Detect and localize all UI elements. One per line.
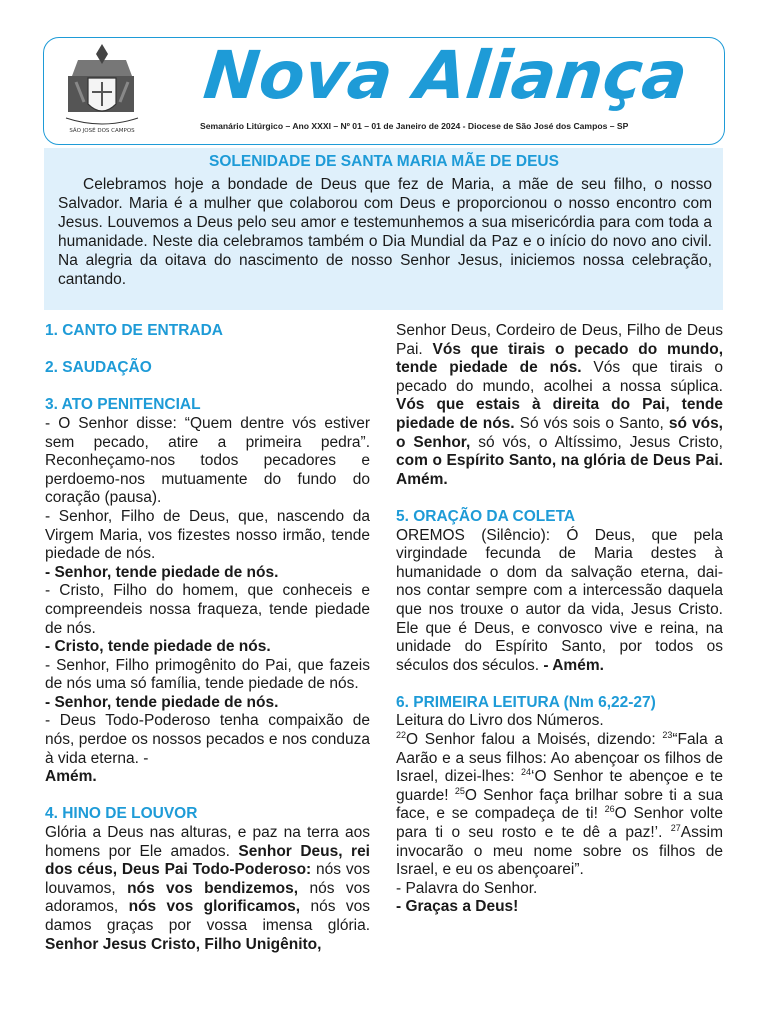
- reading-closing: - Palavra do Senhor.: [396, 879, 538, 897]
- section-heading: 5. ORAÇÃO DA COLETA: [396, 507, 576, 525]
- intro-text: Celebramos hoje a bondade de Deus que fez de Maria, a mãe de seu filho, o nosso Salvador. Maria é a mulher que colaborou com Deus e proporcionou o nosso encontro com Jesus. Louvemos a Deus pelo seu amor e testemunhemos a sua misericórdia para com toda a humanidade. Neste dia celebramos também o Dia Mundial da Paz e o início do novo ano civil. Na alegria da oitava do nascimento de nosso Senhor Jesus, iniciemos nossa celebração, cantando.: [58, 176, 712, 288]
- gloria-text-part2: Senhor Deus, Cordeiro de Deus, Filho de Deus Pai. Vós que tirais o pecado do mundo, tende piedade de nós. Vós que tirais o pecado do mundo, acolhei a nossa súplica. Vós que estais à direita do Pai, tende piedade de nós. Só vós sois o Santo, só vós, o Senhor, só vós, o Altíssimo, Jesus Cristo, com o Espírito Santo, na glória de Deus Pai. Amém.: [396, 322, 724, 488]
- gloria-text-part1: Glória a Deus nas alturas, e paz na terra aos homens por Ele amados. Senhor Deus, rei dos céus, Deus Pai Todo-Poderoso: nós vos louvamos, nós vos bendizemos, nós vos adoramos, nós vos glorificamos, nós vos damos graças por vossa imensa glória. Senhor Jesus Cristo, Filho Unigênito,: [45, 824, 370, 953]
- penitential-text: - Senhor, Filho primogênito do Pai, que fazeis de nós uma só família, tende piedade de nós.: [45, 656, 370, 693]
- penitential-response: - Senhor, tende piedade de nós.: [45, 563, 279, 581]
- reading-response: - Graças a Deus!: [396, 898, 519, 916]
- section-heading: 4. HINO DE LOUVOR: [45, 805, 198, 823]
- reading-intro: Leitura do Livro dos Números.: [396, 712, 604, 730]
- newsletter-subtitle: Semanário Litúrgico – Ano XXXI – Nº 01 – 01 de Janeiro de 2024 - Diocese de São José dos Campos – SP: [200, 121, 629, 131]
- penitential-text: - Deus Todo-Poderoso tenha compaixão de nós, perdoe os nossos pecados e nos conduza à vida eterna. - Amém.: [45, 712, 370, 786]
- intro-title: SOLENIDADE DE SANTA MARIA MÃE DE DEUS: [209, 153, 559, 170]
- collect-prayer: OREMOS (Silêncio): Ó Deus, que pela virgindade fecunda de Maria destes à humanidade o dom da salvação eterna, dai-nos contar sempre com a intercessão daquela que nos trouxe o autor da vida, Jesus Cristo. Ele que é Deus, e convosco vive e reina, na unidade do Espírito Santo, por todos os séculos dos séculos. - Amém.: [396, 526, 723, 674]
- left-column: [45, 322, 370, 954]
- svg-text:SÃO JOSÉ DOS CAMPOS: SÃO JOSÉ DOS CAMPOS: [69, 128, 135, 134]
- section-heading: 6. PRIMEIRA LEITURA (Nm 6,22-27): [396, 693, 656, 711]
- section-heading: 1. CANTO DE ENTRADA: [45, 322, 223, 339]
- penitential-response: - Senhor, tende piedade de nós.: [45, 693, 279, 711]
- penitential-text: - O Senhor disse: “Quem dentre vós estiver sem pecado, atire a primeira pedra”. Reconheçamo-nos todos pecadores e perdoemo-nos mutuamente do fundo do coração (pausa).: [45, 414, 370, 507]
- penitential-response: - Cristo, tende piedade de nós.: [45, 638, 271, 656]
- diocese-coat-of-arms: [62, 42, 142, 136]
- section-heading: 2. SAUDAÇÃO: [45, 359, 152, 377]
- penitential-text: - Senhor, Filho de Deus, que, nascendo da Virgem Maria, vos fizestes nosso irmão, tende piedade de nós.: [45, 507, 370, 563]
- penitential-text: - Cristo, Filho do homem, que conheceis e compreendeis nossa fraqueza, tende piedade de nós.: [45, 582, 370, 637]
- newsletter-title: Nova Aliança: [200, 37, 691, 114]
- right-column: [396, 322, 723, 917]
- reading-text: $^{22}$O Senhor falou a Moisés, dizendo: $^{23}$“Fala a Aarão e a seus filhos: Ao abençoar os filhos de Israel, dizei-lhes: $^{24}$‘O Senhor te abençoe e te guarde! $^{25}$O Senhor faça brilhar sobre ti a sua face, e se compadeça de ti! $^{26}$O Senhor volte para ti o seu rosto e te dê a paz!’. $^{27}$Assim invocarão o meu nome sobre os filhos de Israel, e eu os abençoarei”.: [396, 729, 723, 879]
- section-heading: 3. ATO PENITENCIAL: [45, 396, 201, 414]
